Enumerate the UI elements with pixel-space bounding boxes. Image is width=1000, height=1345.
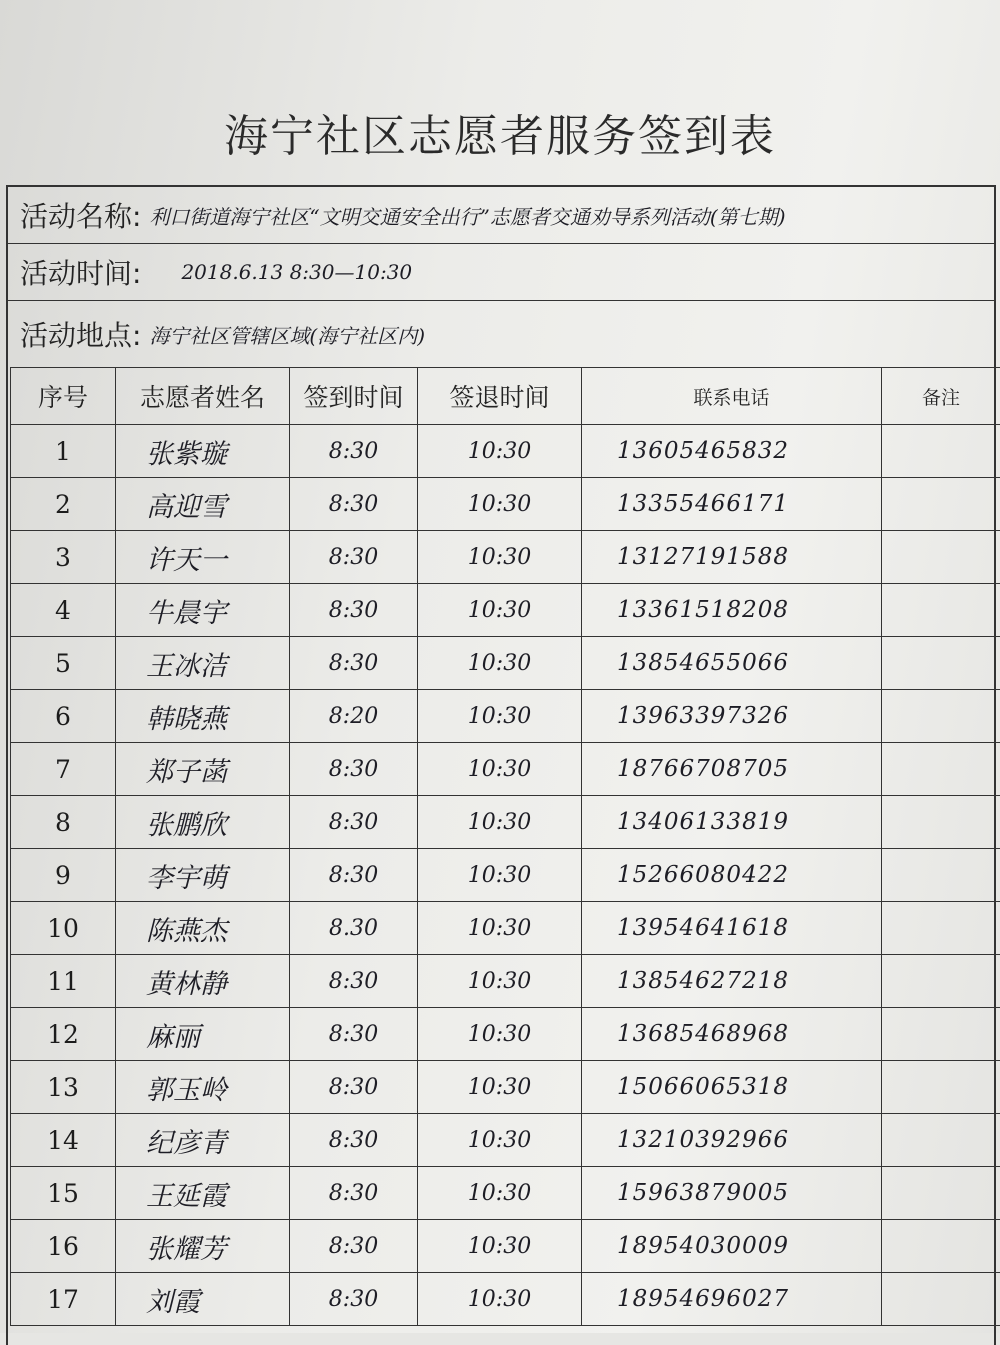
row-signout-time: 10:30 — [418, 743, 582, 796]
row-seq: 12 — [11, 1008, 116, 1061]
row-note — [882, 796, 1000, 849]
table-row — [11, 1273, 1000, 1326]
activity-time-label: 活动时间: — [8, 252, 141, 292]
row-signout-time: 10:30 — [418, 1114, 582, 1167]
activity-place-row — [8, 301, 994, 367]
table-header-row — [11, 368, 1000, 425]
row-signout-time: 10:30 — [418, 637, 582, 690]
row-seq: 14 — [11, 1114, 116, 1167]
row-seq: 16 — [11, 1220, 116, 1273]
row-signin-time: 8:30 — [290, 478, 418, 531]
row-signin-time: 8:30 — [290, 849, 418, 902]
row-note — [882, 1220, 1000, 1273]
table-row — [11, 1220, 1000, 1273]
row-signin-time: 8:30 — [290, 584, 418, 637]
row-signin-time: 8:20 — [290, 690, 418, 743]
row-seq: 1 — [11, 425, 116, 478]
row-seq: 5 — [11, 637, 116, 690]
row-phone: 13854655066 — [582, 637, 882, 690]
row-signin-time: 8:30 — [290, 637, 418, 690]
row-signout-time: 10:30 — [418, 1008, 582, 1061]
row-signout-time: 10:30 — [418, 584, 582, 637]
table-row — [11, 1114, 1000, 1167]
row-note — [882, 478, 1000, 531]
header-note: 备注 — [882, 368, 1000, 425]
row-volunteer-name: 王冰洁 — [116, 637, 290, 690]
activity-time-value: 2018.6.13 8:30—10:30 — [181, 260, 412, 284]
row-phone: 18954696027 — [582, 1273, 882, 1326]
row-signin-time: 8:30 — [290, 955, 418, 1008]
row-volunteer-name: 郭玉岭 — [116, 1061, 290, 1114]
row-volunteer-name: 黄林静 — [116, 955, 290, 1008]
table-row — [11, 849, 1000, 902]
row-seq: 8 — [11, 796, 116, 849]
activity-time-row — [8, 244, 994, 301]
row-note — [882, 955, 1000, 1008]
table-row — [11, 743, 1000, 796]
activity-name-label: 活动名称: — [8, 195, 141, 235]
form-title: 海宁社区志愿者服务签到表 — [0, 100, 1000, 164]
row-note — [882, 1273, 1000, 1326]
row-signout-time: 10:30 — [418, 796, 582, 849]
row-signout-time: 10:30 — [418, 425, 582, 478]
row-note — [882, 1061, 1000, 1114]
row-seq: 3 — [11, 531, 116, 584]
row-signout-time: 10:30 — [418, 955, 582, 1008]
row-signin-time: 8:30 — [290, 425, 418, 478]
row-seq: 11 — [11, 955, 116, 1008]
row-signin-time: 8:30 — [290, 1008, 418, 1061]
row-signout-time: 10:30 — [418, 1220, 582, 1273]
row-note — [882, 1167, 1000, 1220]
row-phone: 13685468968 — [582, 1008, 882, 1061]
row-volunteer-name: 刘霞 — [116, 1273, 290, 1326]
row-note — [882, 425, 1000, 478]
row-signin-time: 8:30 — [290, 1273, 418, 1326]
header-signout-time: 签退时间 — [418, 368, 582, 425]
row-note — [882, 902, 1000, 955]
row-signin-time: 8:30 — [290, 1220, 418, 1273]
activity-name-row — [8, 187, 994, 244]
row-volunteer-name: 李宇萌 — [116, 849, 290, 902]
row-signout-time: 10:30 — [418, 849, 582, 902]
row-signin-time: 8:30 — [290, 743, 418, 796]
row-phone: 13954641618 — [582, 902, 882, 955]
row-volunteer-name: 牛晨宇 — [116, 584, 290, 637]
table-row — [11, 690, 1000, 743]
row-seq: 6 — [11, 690, 116, 743]
row-seq: 15 — [11, 1167, 116, 1220]
table-row — [11, 584, 1000, 637]
row-volunteer-name: 张紫璇 — [116, 425, 290, 478]
row-volunteer-name: 郑子菡 — [116, 743, 290, 796]
row-volunteer-name: 王延霞 — [116, 1167, 290, 1220]
row-volunteer-name: 张耀芳 — [116, 1220, 290, 1273]
row-note — [882, 849, 1000, 902]
table-row — [11, 1061, 1000, 1114]
row-phone: 13963397326 — [582, 690, 882, 743]
row-volunteer-name: 张鹏欣 — [116, 796, 290, 849]
row-volunteer-name: 纪彦青 — [116, 1114, 290, 1167]
row-volunteer-name: 高迎雪 — [116, 478, 290, 531]
row-volunteer-name: 陈燕杰 — [116, 902, 290, 955]
activity-place-value: 海宁社区管辖区域(海宁社区内) — [149, 320, 425, 349]
row-note — [882, 637, 1000, 690]
row-note — [882, 1008, 1000, 1061]
row-signout-time: 10:30 — [418, 478, 582, 531]
row-signout-time: 10:30 — [418, 902, 582, 955]
activity-place-label: 活动地点: — [8, 314, 141, 354]
row-signin-time: 8:30 — [290, 1114, 418, 1167]
row-signin-time: 8.30 — [290, 902, 418, 955]
table-row — [11, 796, 1000, 849]
table-row — [11, 1008, 1000, 1061]
header-seq: 序号 — [11, 368, 116, 425]
row-signin-time: 8:30 — [290, 1167, 418, 1220]
row-note — [882, 584, 1000, 637]
row-seq: 17 — [11, 1273, 116, 1326]
row-signin-time: 8:30 — [290, 531, 418, 584]
signin-table — [10, 367, 1000, 1326]
table-row — [11, 1167, 1000, 1220]
row-note — [882, 1114, 1000, 1167]
row-signin-time: 8:30 — [290, 796, 418, 849]
row-note — [882, 743, 1000, 796]
row-phone: 15066065318 — [582, 1061, 882, 1114]
row-seq: 2 — [11, 478, 116, 531]
row-phone: 15266080422 — [582, 849, 882, 902]
row-phone: 18766708705 — [582, 743, 882, 796]
row-seq: 10 — [11, 902, 116, 955]
table-row — [11, 637, 1000, 690]
table-row — [11, 955, 1000, 1008]
header-name: 志愿者姓名 — [116, 368, 290, 425]
row-phone: 13605465832 — [582, 425, 882, 478]
row-phone: 13127191588 — [582, 531, 882, 584]
row-signin-time: 8:30 — [290, 1061, 418, 1114]
table-row — [11, 478, 1000, 531]
row-note — [882, 690, 1000, 743]
table-row — [11, 531, 1000, 584]
row-phone: 15963879005 — [582, 1167, 882, 1220]
row-note — [882, 531, 1000, 584]
row-seq: 9 — [11, 849, 116, 902]
row-signout-time: 10:30 — [418, 1167, 582, 1220]
row-seq: 13 — [11, 1061, 116, 1114]
row-phone: 13210392966 — [582, 1114, 882, 1167]
row-volunteer-name: 许天一 — [116, 531, 290, 584]
row-phone: 13355466171 — [582, 478, 882, 531]
row-volunteer-name: 麻丽 — [116, 1008, 290, 1061]
activity-name-value: 利口街道海宁社区“文明交通安全出行”志愿者交通劝导系列活动(第七期) — [149, 201, 785, 230]
row-seq: 4 — [11, 584, 116, 637]
row-volunteer-name: 韩晓燕 — [116, 690, 290, 743]
row-signout-time: 10:30 — [418, 1061, 582, 1114]
row-phone: 18954030009 — [582, 1220, 882, 1273]
header-phone: 联系电话 — [582, 368, 882, 425]
row-signout-time: 10:30 — [418, 690, 582, 743]
row-seq: 7 — [11, 743, 116, 796]
table-row — [11, 425, 1000, 478]
row-phone: 13854627218 — [582, 955, 882, 1008]
table-row — [11, 902, 1000, 955]
row-phone: 13406133819 — [582, 796, 882, 849]
header-signin-time: 签到时间 — [290, 368, 418, 425]
row-phone: 13361518208 — [582, 584, 882, 637]
row-signout-time: 10:30 — [418, 531, 582, 584]
row-signout-time: 10:30 — [418, 1273, 582, 1326]
